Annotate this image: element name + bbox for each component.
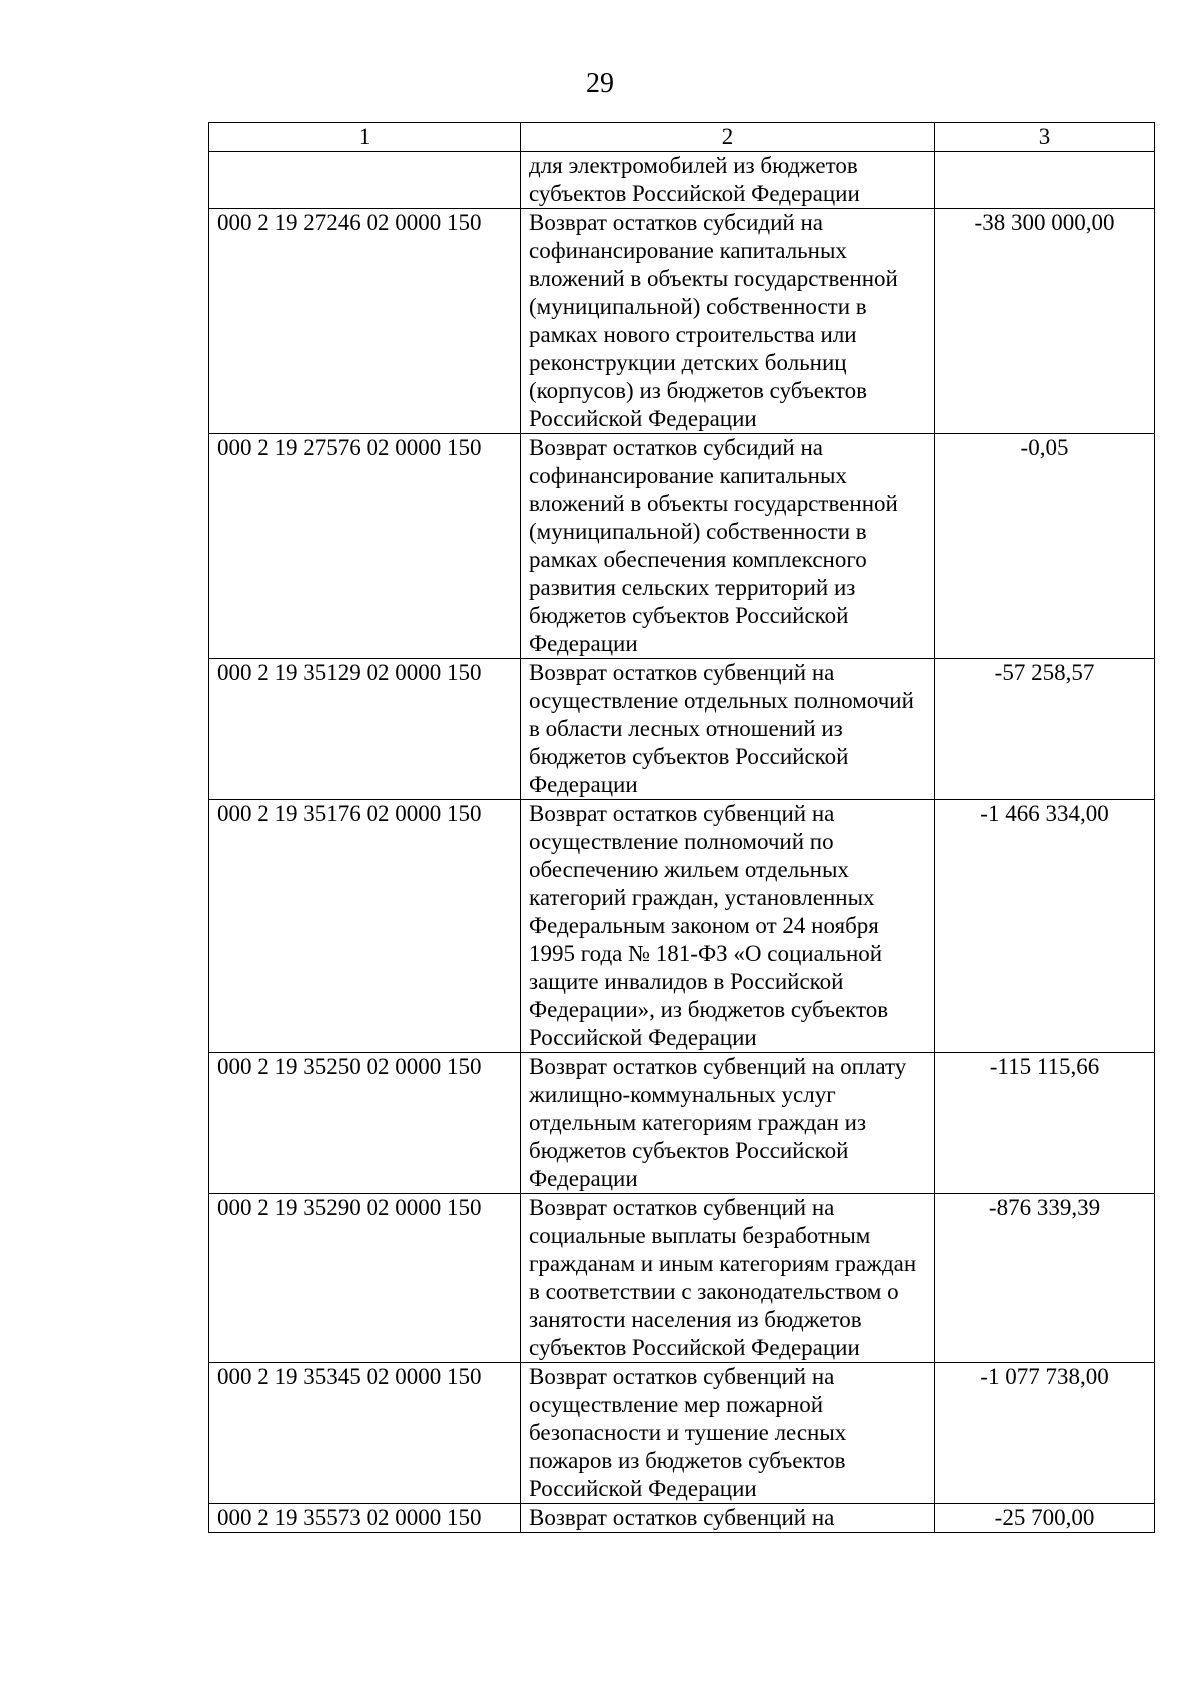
row-code: 000 2 19 27576 02 0000 150 bbox=[209, 434, 521, 659]
row-amount: -115 115,66 bbox=[935, 1053, 1155, 1194]
table-row bbox=[209, 1504, 1155, 1533]
row-description: Возврат остатков субсидий на софинансирование капитальных вложений в объекты государственной (муниципальной) собственности в рамках нового строительства или реконструкции детских больниц (корпусов) из бюджетов субъектов Российской Федерации bbox=[521, 209, 935, 434]
row-amount bbox=[935, 152, 1155, 209]
row-amount: -1 466 334,00 bbox=[935, 800, 1155, 1053]
row-description: Возврат остатков субвенций на осуществление полномочий по обеспечению жильем отдельных категорий граждан, установленных Федеральным законом от 24 ноября 1995 года № 181-ФЗ «О социальной защите инвалидов в Российской Федерации», из бюджетов субъектов Российской Федерации bbox=[521, 800, 935, 1053]
table-row bbox=[209, 1194, 1155, 1363]
table-row bbox=[209, 152, 1155, 209]
table-row bbox=[209, 1363, 1155, 1504]
row-amount: -876 339,39 bbox=[935, 1194, 1155, 1363]
row-description: Возврат остатков субвенций на осуществление мер пожарной безопасности и тушение лесных пожаров из бюджетов субъектов Российской Федерации bbox=[521, 1363, 935, 1504]
row-code bbox=[209, 152, 521, 209]
table-row bbox=[209, 209, 1155, 434]
budget-table bbox=[208, 122, 1155, 1533]
row-description: для электромобилей из бюджетов субъектов Российской Федерации bbox=[521, 152, 935, 209]
row-code: 000 2 19 27246 02 0000 150 bbox=[209, 209, 521, 434]
table-row bbox=[209, 659, 1155, 800]
row-code: 000 2 19 35290 02 0000 150 bbox=[209, 1194, 521, 1363]
page-number: 29 bbox=[586, 68, 614, 99]
row-code: 000 2 19 35345 02 0000 150 bbox=[209, 1363, 521, 1504]
row-amount: -25 700,00 bbox=[935, 1504, 1155, 1533]
row-amount: -0,05 bbox=[935, 434, 1155, 659]
column-header-1: 1 bbox=[209, 123, 521, 152]
row-code: 000 2 19 35129 02 0000 150 bbox=[209, 659, 521, 800]
row-description: Возврат остатков субвенций на осуществление отдельных полномочий в области лесных отношений из бюджетов субъектов Российской Федерации bbox=[521, 659, 935, 800]
row-code: 000 2 19 35573 02 0000 150 bbox=[209, 1504, 521, 1533]
row-description: Возврат остатков субвенций на социальные выплаты безработным гражданам и иным категориям граждан в соответствии с законодательством о занятости населения из бюджетов субъектов Российской Федерации bbox=[521, 1194, 935, 1363]
row-amount: -1 077 738,00 bbox=[935, 1363, 1155, 1504]
row-amount: -38 300 000,00 bbox=[935, 209, 1155, 434]
row-amount: -57 258,57 bbox=[935, 659, 1155, 800]
table-row bbox=[209, 800, 1155, 1053]
row-code: 000 2 19 35250 02 0000 150 bbox=[209, 1053, 521, 1194]
row-description: Возврат остатков субсидий на софинансирование капитальных вложений в объекты государственной (муниципальной) собственности в рамках обеспечения комплексного развития сельских территорий из бюджетов субъектов Российской Федерации bbox=[521, 434, 935, 659]
table-row bbox=[209, 434, 1155, 659]
table-header-row bbox=[209, 123, 1155, 152]
column-header-3: 3 bbox=[935, 123, 1155, 152]
row-description: Возврат остатков субвенций на оплату жилищно-коммунальных услуг отдельным категориям граждан из бюджетов субъектов Российской Федерации bbox=[521, 1053, 935, 1194]
column-header-2: 2 bbox=[521, 123, 935, 152]
row-code: 000 2 19 35176 02 0000 150 bbox=[209, 800, 521, 1053]
table-row bbox=[209, 1053, 1155, 1194]
row-description: Возврат остатков субвенций на bbox=[521, 1504, 935, 1533]
